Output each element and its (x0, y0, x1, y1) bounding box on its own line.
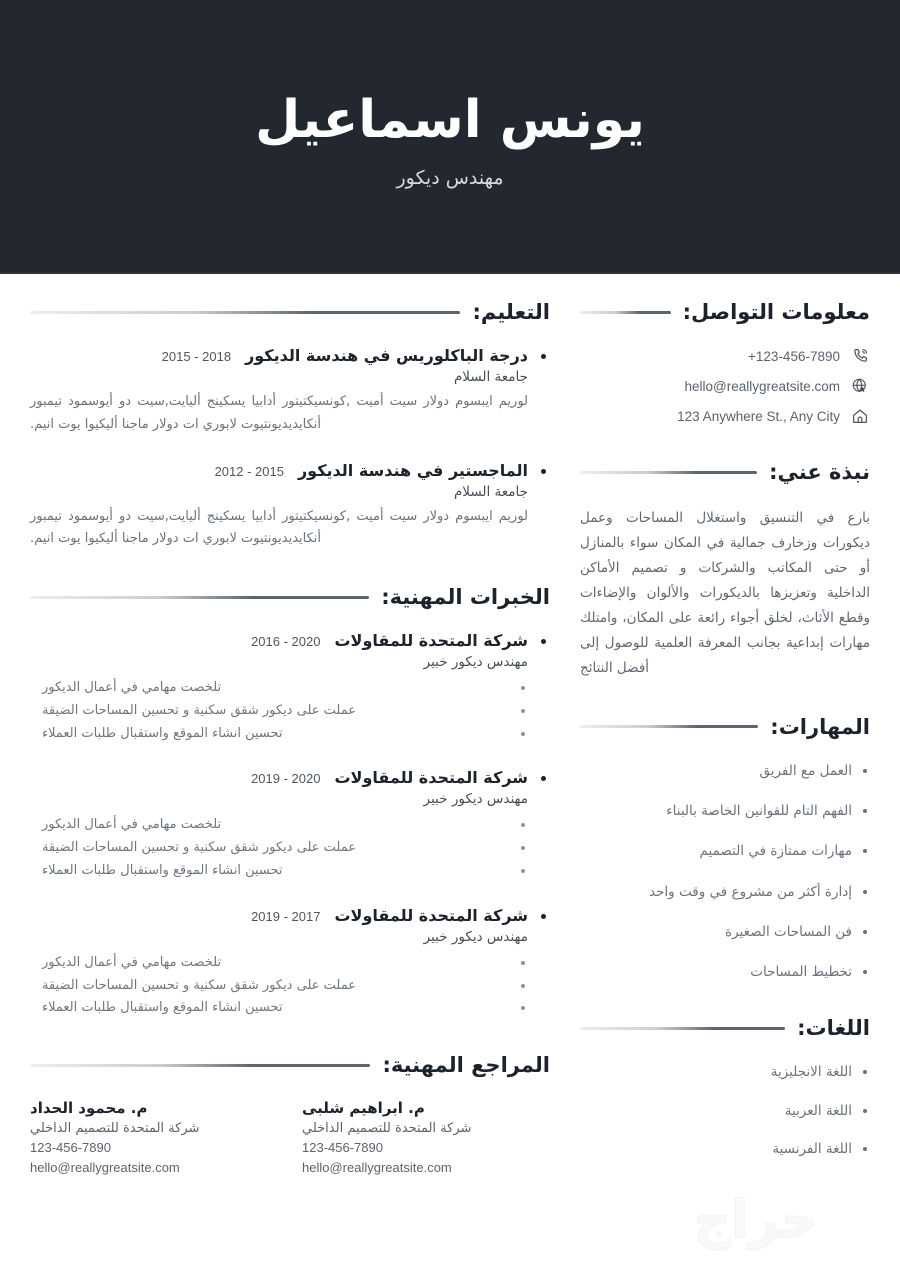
education-date: 2015 - 2018 (161, 349, 232, 364)
experience-date: 2019 - 2020 (251, 771, 321, 787)
list-item: تلخصت مهامي في أعمال الديكور (42, 815, 528, 836)
resume-header (0, 0, 900, 272)
candidate-job-title: مهندس ديكور (396, 166, 504, 189)
section-rule (30, 1064, 370, 1067)
skills-section (580, 715, 870, 983)
contact-item-email[interactable] (580, 376, 870, 396)
candidate-name: يونس اسماعيل (255, 90, 645, 151)
header-divider (0, 272, 900, 274)
experience-heading-text: الخبرات المهنية: (381, 585, 550, 609)
experience-company: شركة المتحدة للمقاولات (334, 768, 528, 788)
watermark-text: حراج (693, 1190, 819, 1250)
list-item: تحسين انشاء الموقع واستقبال طلبات العملاء (42, 998, 528, 1019)
skills-list (580, 761, 870, 983)
section-rule (30, 311, 460, 314)
education-heading-text: التعليم: (472, 300, 550, 324)
globe-icon (850, 376, 870, 396)
experience-date: 2019 - 2017 (251, 908, 321, 924)
entry-header (30, 768, 528, 787)
experience-entry (30, 768, 550, 881)
contact-heading-text: معلومات التواصل: (682, 300, 870, 324)
section-rule (30, 596, 369, 599)
list-item: تلخصت مهامي في أعمال الديكور (42, 678, 528, 699)
education-degree: الماجستير في هندسة الديكور (297, 460, 528, 480)
contact-item-address[interactable] (580, 406, 870, 426)
reference-phone: 123-456-7890 (302, 1140, 383, 1156)
section-rule (580, 471, 757, 474)
education-section (30, 300, 550, 551)
list-item: تلخصت مهامي في أعمال الديكور (42, 953, 528, 974)
references-heading-text: المراجع المهنية: (382, 1053, 550, 1078)
entry-header (30, 346, 528, 365)
list-item: تحسين انشاء الموقع واستقبال طلبات العملاء (42, 861, 528, 882)
reference-item (30, 1099, 278, 1177)
list-item: العمل مع الفريق (580, 761, 870, 781)
languages-heading (580, 1016, 870, 1040)
education-institution: جامعة السلام (453, 483, 528, 500)
section-rule (580, 725, 758, 728)
list-item: اللغة الفرنسية (580, 1139, 870, 1159)
sidebar-column (580, 300, 870, 1193)
list-item: فن المساحات الصغيرة (580, 922, 870, 942)
entry-header (30, 461, 528, 480)
languages-list (580, 1062, 870, 1159)
list-item: إدارة أكثر من مشروع في وقت واحد (580, 882, 870, 902)
experience-role: مهندس ديكور خبير (423, 928, 528, 945)
education-degree: درجة الباكلوريس في هندسة الديكور (245, 346, 528, 365)
education-description: لوريم ايبسوم دولار سيت أميت ,كونسيكتيتور أدابيا يسكينج أليايت,سيت دو أيوسمود تيمبور أنكايديديونتيوت لابوري ات دولار ماجنا أليكيوا يوت انيم. (30, 508, 528, 547)
reference-company: شركة المتحدة للتصميم الداخلي (302, 1121, 472, 1137)
experience-section (30, 585, 550, 1019)
contact-heading (580, 300, 870, 324)
about-heading-text: نبذة عني: (769, 460, 870, 484)
reference-name: م. ابراهيم شلبى (302, 1099, 425, 1118)
reference-email: hello@reallygreatsite.com (302, 1159, 452, 1175)
list-item: تحسين انشاء الموقع واستقبال طلبات العملاء (42, 724, 528, 745)
reference-name: م. محمود الحداد (30, 1099, 148, 1118)
experience-heading (30, 585, 550, 609)
contact-list (580, 346, 870, 426)
skills-heading (580, 715, 870, 739)
education-heading (30, 300, 550, 324)
experience-entry (30, 906, 550, 1019)
list-item: اللغة الانجليزية (580, 1062, 870, 1082)
experience-points (30, 678, 528, 744)
experience-company: شركة المتحدة للمقاولات (334, 631, 528, 650)
education-description: لوريم ايبسوم دولار سيت أميت ,كونسيكتيتور أدابيا يسكينج أليايت,سيت دو أيوسمود تيمبور أنكايديديونتيوت لابوري ات دولار ماجنا أليكيوا يوت انيم. (30, 394, 528, 432)
experience-role: مهندس ديكور خبير (423, 791, 528, 808)
list-item: مهارات ممتازة في التصميم (580, 841, 870, 861)
section-rule (580, 1027, 785, 1030)
experience-company: شركة المتحدة للمقاولات (334, 905, 528, 925)
education-date: 2012 - 2015 (214, 463, 284, 479)
education-institution: جامعة السلام (453, 369, 528, 385)
about-heading (580, 460, 870, 484)
education-entry (30, 346, 550, 437)
experience-date: 2016 - 2020 (251, 634, 321, 649)
list-item: اللغة العربية (580, 1101, 870, 1121)
about-text: بارع في التنسيق واستغلال المساحات وعمل ديكورات وزخارف جمالية في المكان سواء بالمنازل أو حتى المكاتب والشركات و تصميم الأماكن الداخلية وتعزيزها بالديكورات والألوان والإضاءات وقطع الأثاث، لخلق أجواء رائعة على المكان، وامتلك مهارات إبداعية بجانب المعرفة العلمية للوصول إلى أفضل النتائج (580, 510, 870, 676)
entry-header (30, 906, 528, 925)
list-item: الفهم التام للقوانين الخاصة بالبناء (580, 801, 870, 821)
experience-role: مهندس ديكور خبير (423, 654, 528, 670)
references-heading (30, 1053, 550, 1077)
reference-item (302, 1099, 550, 1177)
contact-section (580, 300, 870, 426)
languages-heading-text: اللغات: (797, 1016, 870, 1041)
experience-points (30, 815, 528, 881)
watermark (646, 1185, 866, 1255)
contact-email-value: hello@reallygreatsite.com (684, 378, 840, 394)
about-section (580, 460, 870, 681)
list-item: تخطيط المساحات (580, 962, 870, 982)
contact-item-phone[interactable] (580, 346, 870, 366)
entry-header (30, 631, 528, 650)
list-item: عملت على ديكور شقق سكنية و تحسين المساحات الضيقة (42, 838, 528, 859)
education-entry (30, 461, 550, 552)
list-item: عملت على ديكور شقق سكنية و تحسين المساحات الضيقة (42, 976, 528, 997)
reference-email: hello@reallygreatsite.com (30, 1159, 180, 1175)
section-rule (580, 311, 671, 314)
experience-points (30, 953, 528, 1019)
main-column (30, 300, 550, 1211)
references-list (30, 1099, 550, 1177)
references-section (30, 1053, 550, 1177)
contact-phone-value: +123-456-7890 (748, 348, 840, 364)
list-item: عملت على ديكور شقق سكنية و تحسين المساحات الضيقة (42, 701, 528, 722)
contact-address-value: 123 Anywhere St., Any City (677, 408, 840, 424)
reference-phone: 123-456-7890 (30, 1140, 111, 1156)
phone-icon (850, 346, 870, 366)
skills-heading-text: المهارات: (770, 714, 870, 739)
experience-entry (30, 631, 550, 744)
reference-company: شركة المتحدة للتصميم الداخلي (30, 1121, 200, 1137)
home-icon (850, 406, 870, 426)
languages-section (580, 1016, 870, 1159)
